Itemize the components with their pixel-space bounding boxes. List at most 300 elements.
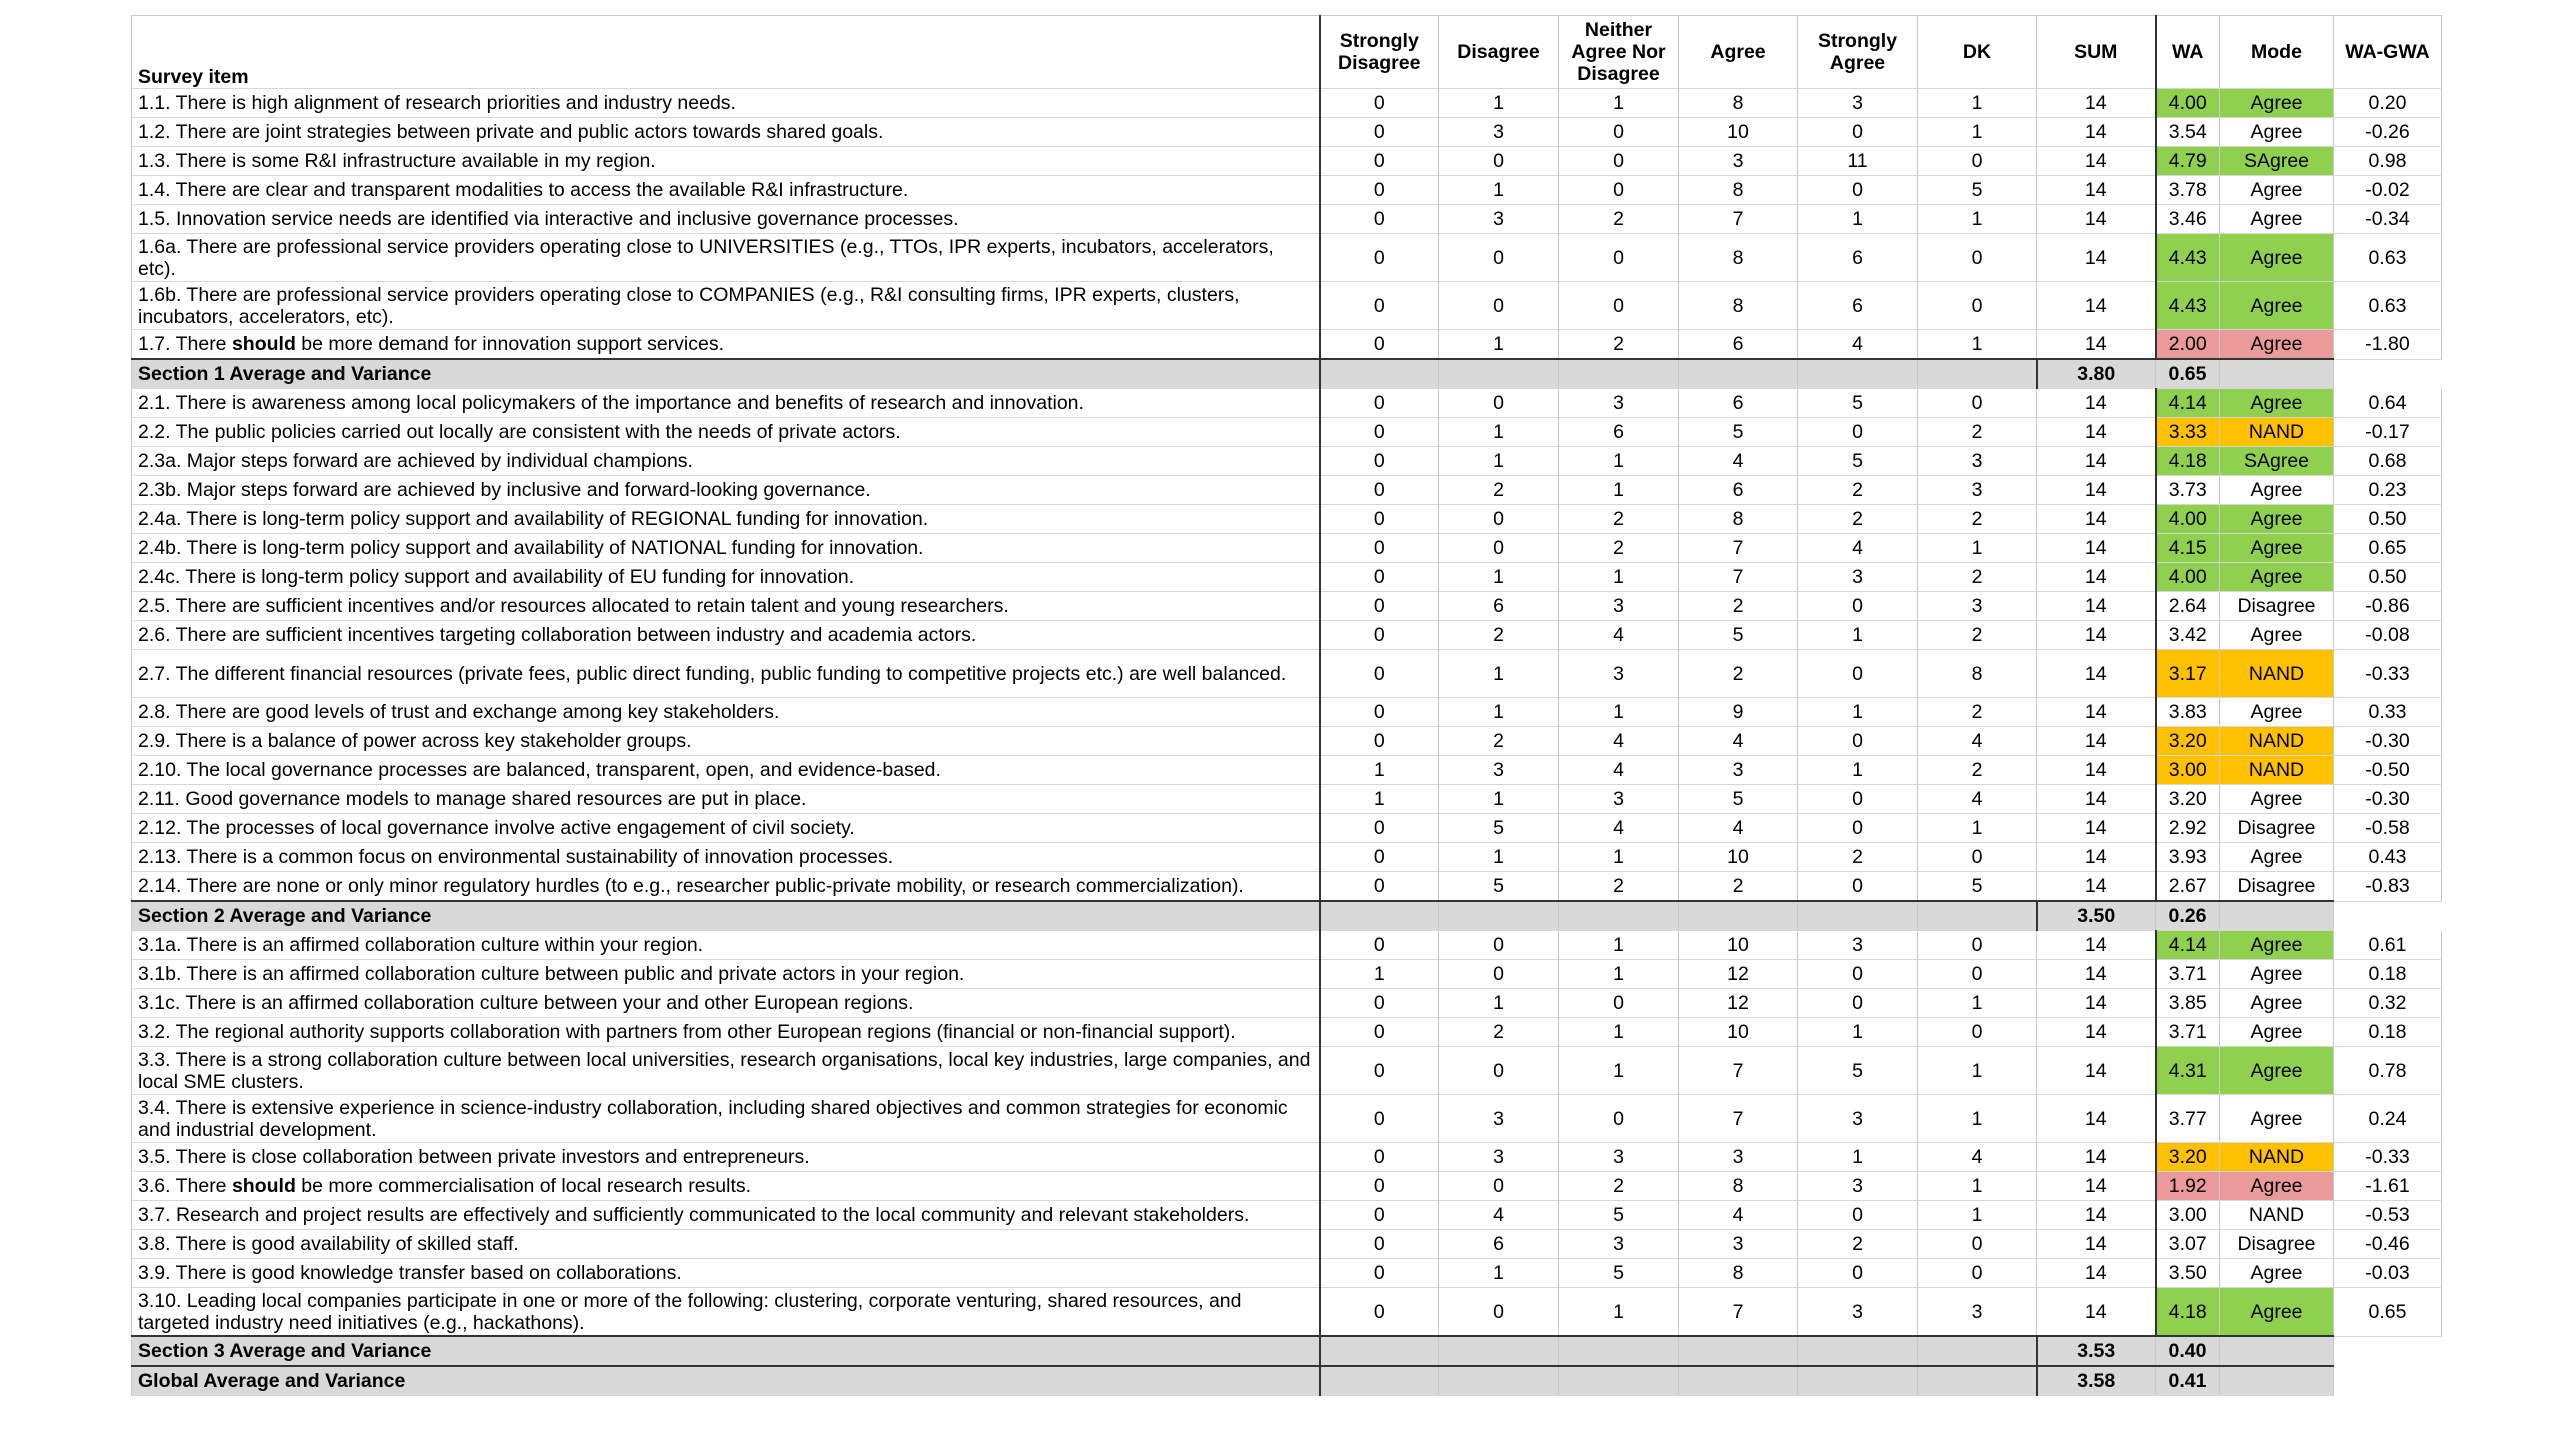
cell-strongly-disagree: 0 bbox=[1320, 534, 1439, 563]
cell-disagree: 2 bbox=[1439, 476, 1559, 505]
cell-sum: 14 bbox=[2037, 756, 2156, 785]
cell-dk: 5 bbox=[1918, 176, 2037, 205]
cell-sum: 14 bbox=[2037, 147, 2156, 176]
header-disagree: Disagree bbox=[1439, 16, 1559, 89]
cell-neither: 3 bbox=[1559, 1143, 1679, 1172]
cell-mode: Agree bbox=[2220, 1288, 2334, 1337]
survey-item-text: 3.1b. There is an affirmed collaboration culture between public and private actors in your region. bbox=[132, 960, 1320, 989]
section-average: 3.50 bbox=[2037, 901, 2156, 931]
header-sum: SUM bbox=[2037, 16, 2156, 89]
survey-item-text: 2.14. There are none or only minor regulatory hurdles (to e.g., researcher public-private mobility, or research commercialization). bbox=[132, 872, 1320, 902]
cell-sum: 14 bbox=[2037, 1143, 2156, 1172]
cell-agree: 4 bbox=[1679, 727, 1798, 756]
survey-item-text: 2.3a. Major steps forward are achieved by individual champions. bbox=[132, 447, 1320, 476]
cell-neither: 1 bbox=[1559, 960, 1679, 989]
cell-wa: 3.54 bbox=[2156, 118, 2220, 147]
table-row bbox=[132, 534, 2442, 563]
cell-agree: 2 bbox=[1679, 592, 1798, 621]
cell-sum: 14 bbox=[2037, 621, 2156, 650]
cell-wa: 4.14 bbox=[2156, 931, 2220, 960]
survey-item-text: 2.4c. There is long-term policy support and availability of EU funding for innovation. bbox=[132, 563, 1320, 592]
header-dk: DK bbox=[1918, 16, 2037, 89]
cell-wa-gwa: -0.03 bbox=[2334, 1259, 2442, 1288]
survey-item-text: 2.3b. Major steps forward are achieved by inclusive and forward-looking governance. bbox=[132, 476, 1320, 505]
cell-agree: 10 bbox=[1679, 931, 1798, 960]
cell-strongly-disagree: 0 bbox=[1320, 418, 1439, 447]
header-neither: Neither Agree Nor Disagree bbox=[1559, 16, 1679, 89]
cell-sum: 14 bbox=[2037, 592, 2156, 621]
cell-agree: 4 bbox=[1679, 814, 1798, 843]
cell-disagree: 1 bbox=[1439, 447, 1559, 476]
header-strongly-disagree: Strongly Disagree bbox=[1320, 16, 1439, 89]
cell-strongly-agree: 2 bbox=[1798, 505, 1918, 534]
section-label: Section 3 Average and Variance bbox=[132, 1336, 1320, 1366]
cell-wa-gwa: 0.24 bbox=[2334, 1095, 2442, 1143]
table-row bbox=[132, 989, 2442, 1018]
cell-wa: 1.92 bbox=[2156, 1172, 2220, 1201]
cell-disagree: 1 bbox=[1439, 330, 1559, 360]
cell-wa-gwa: 0.98 bbox=[2334, 147, 2442, 176]
cell-strongly-agree: 3 bbox=[1798, 1095, 1918, 1143]
empty-cell bbox=[1559, 359, 1679, 389]
cell-agree: 12 bbox=[1679, 989, 1798, 1018]
cell-mode: Agree bbox=[2220, 282, 2334, 330]
cell-dk: 1 bbox=[1918, 1047, 2037, 1095]
cell-dk: 1 bbox=[1918, 989, 2037, 1018]
cell-wa: 3.77 bbox=[2156, 1095, 2220, 1143]
empty-cell bbox=[2220, 1336, 2334, 1366]
cell-strongly-agree: 0 bbox=[1798, 872, 1918, 902]
item-text-start: 3.6. There bbox=[138, 1175, 232, 1197]
cell-disagree: 1 bbox=[1439, 89, 1559, 118]
cell-disagree: 1 bbox=[1439, 563, 1559, 592]
survey-item-text: 2.10. The local governance processes are balanced, transparent, open, and evidence-based. bbox=[132, 756, 1320, 785]
empty-cell bbox=[1679, 359, 1798, 389]
cell-neither: 2 bbox=[1559, 330, 1679, 360]
item-text-emphasis: should bbox=[231, 1175, 296, 1197]
table-row bbox=[132, 872, 2442, 902]
cell-disagree: 4 bbox=[1439, 1201, 1559, 1230]
cell-neither: 1 bbox=[1559, 1288, 1679, 1337]
cell-strongly-disagree: 0 bbox=[1320, 650, 1439, 698]
cell-disagree: 0 bbox=[1439, 1172, 1559, 1201]
cell-wa: 3.71 bbox=[2156, 960, 2220, 989]
cell-wa: 3.20 bbox=[2156, 785, 2220, 814]
survey-item-text: 3.5. There is close collaboration between private investors and entrepreneurs. bbox=[132, 1143, 1320, 1172]
cell-neither: 3 bbox=[1559, 1230, 1679, 1259]
table-body bbox=[132, 16, 2442, 1396]
cell-sum: 14 bbox=[2037, 1095, 2156, 1143]
cell-sum: 14 bbox=[2037, 1047, 2156, 1095]
cell-wa: 3.17 bbox=[2156, 650, 2220, 698]
table-row bbox=[132, 147, 2442, 176]
section-label: Section 1 Average and Variance bbox=[132, 359, 1320, 389]
empty-cell bbox=[1559, 1366, 1679, 1396]
empty-cell bbox=[1320, 1336, 1439, 1366]
cell-disagree: 1 bbox=[1439, 989, 1559, 1018]
survey-item-text: 2.8. There are good levels of trust and exchange among key stakeholders. bbox=[132, 698, 1320, 727]
cell-wa: 4.43 bbox=[2156, 282, 2220, 330]
table-row bbox=[132, 931, 2442, 960]
cell-mode: Agree bbox=[2220, 534, 2334, 563]
cell-strongly-disagree: 0 bbox=[1320, 698, 1439, 727]
empty-cell bbox=[1798, 1366, 1918, 1396]
cell-mode: Agree bbox=[2220, 1047, 2334, 1095]
cell-neither: 3 bbox=[1559, 592, 1679, 621]
empty-cell bbox=[1320, 359, 1439, 389]
cell-dk: 1 bbox=[1918, 814, 2037, 843]
cell-sum: 14 bbox=[2037, 727, 2156, 756]
cell-dk: 4 bbox=[1918, 785, 2037, 814]
cell-sum: 14 bbox=[2037, 563, 2156, 592]
section-summary-row bbox=[132, 1366, 2442, 1396]
cell-agree: 7 bbox=[1679, 1047, 1798, 1095]
cell-mode: Agree bbox=[2220, 563, 2334, 592]
header-survey-item: Survey item bbox=[132, 16, 1320, 89]
cell-disagree: 0 bbox=[1439, 534, 1559, 563]
cell-strongly-disagree: 0 bbox=[1320, 727, 1439, 756]
cell-agree: 8 bbox=[1679, 89, 1798, 118]
empty-cell bbox=[1918, 1336, 2037, 1366]
cell-strongly-agree: 4 bbox=[1798, 534, 1918, 563]
table-row bbox=[132, 1047, 2442, 1095]
cell-wa-gwa: 0.64 bbox=[2334, 389, 2442, 418]
table-row bbox=[132, 563, 2442, 592]
cell-wa: 4.15 bbox=[2156, 534, 2220, 563]
empty-cell bbox=[1679, 1366, 1798, 1396]
cell-wa: 4.00 bbox=[2156, 505, 2220, 534]
cell-disagree: 1 bbox=[1439, 418, 1559, 447]
cell-strongly-agree: 0 bbox=[1798, 118, 1918, 147]
cell-mode: Agree bbox=[2220, 89, 2334, 118]
section-average: 3.58 bbox=[2037, 1366, 2156, 1396]
cell-neither: 5 bbox=[1559, 1201, 1679, 1230]
cell-sum: 14 bbox=[2037, 205, 2156, 234]
cell-wa: 3.07 bbox=[2156, 1230, 2220, 1259]
survey-item-text: 1.4. There are clear and transparent modalities to access the available R&I infrastructure. bbox=[132, 176, 1320, 205]
cell-agree: 3 bbox=[1679, 756, 1798, 785]
cell-wa-gwa: 0.50 bbox=[2334, 563, 2442, 592]
survey-item-text: 2.5. There are sufficient incentives and/or resources allocated to retain talent and young researchers. bbox=[132, 592, 1320, 621]
section-average: 3.80 bbox=[2037, 359, 2156, 389]
cell-strongly-agree: 11 bbox=[1798, 147, 1918, 176]
cell-wa-gwa: -0.26 bbox=[2334, 118, 2442, 147]
cell-sum: 14 bbox=[2037, 1018, 2156, 1047]
survey-item-text: 2.4b. There is long-term policy support and availability of NATIONAL funding for innovation. bbox=[132, 534, 1320, 563]
cell-neither: 1 bbox=[1559, 931, 1679, 960]
cell-wa-gwa: 0.18 bbox=[2334, 1018, 2442, 1047]
table-row bbox=[132, 1143, 2442, 1172]
cell-disagree: 6 bbox=[1439, 592, 1559, 621]
survey-item-text bbox=[132, 330, 1320, 360]
cell-strongly-agree: 0 bbox=[1798, 727, 1918, 756]
cell-strongly-disagree: 0 bbox=[1320, 1018, 1439, 1047]
cell-sum: 14 bbox=[2037, 814, 2156, 843]
table-row bbox=[132, 960, 2442, 989]
cell-mode: Disagree bbox=[2220, 872, 2334, 902]
cell-strongly-agree: 0 bbox=[1798, 1259, 1918, 1288]
cell-strongly-agree: 3 bbox=[1798, 1288, 1918, 1337]
cell-dk: 0 bbox=[1918, 147, 2037, 176]
empty-cell bbox=[1679, 901, 1798, 931]
cell-strongly-agree: 0 bbox=[1798, 418, 1918, 447]
cell-strongly-disagree: 1 bbox=[1320, 785, 1439, 814]
cell-agree: 8 bbox=[1679, 176, 1798, 205]
cell-sum: 14 bbox=[2037, 1259, 2156, 1288]
cell-strongly-agree: 3 bbox=[1798, 89, 1918, 118]
cell-mode: SAgree bbox=[2220, 147, 2334, 176]
cell-neither: 2 bbox=[1559, 872, 1679, 902]
table-row bbox=[132, 785, 2442, 814]
cell-dk: 4 bbox=[1918, 1143, 2037, 1172]
survey-item-text: 3.1c. There is an affirmed collaboration culture between your and other European regions. bbox=[132, 989, 1320, 1018]
cell-agree: 4 bbox=[1679, 447, 1798, 476]
cell-strongly-agree: 0 bbox=[1798, 592, 1918, 621]
table-row bbox=[132, 1230, 2442, 1259]
cell-dk: 0 bbox=[1918, 1230, 2037, 1259]
cell-dk: 2 bbox=[1918, 418, 2037, 447]
cell-dk: 0 bbox=[1918, 843, 2037, 872]
cell-dk: 2 bbox=[1918, 621, 2037, 650]
cell-wa: 3.00 bbox=[2156, 1201, 2220, 1230]
cell-agree: 8 bbox=[1679, 234, 1798, 282]
cell-dk: 3 bbox=[1918, 447, 2037, 476]
cell-wa: 4.00 bbox=[2156, 563, 2220, 592]
cell-neither: 3 bbox=[1559, 650, 1679, 698]
cell-dk: 0 bbox=[1918, 1259, 2037, 1288]
cell-wa-gwa: -0.33 bbox=[2334, 650, 2442, 698]
cell-mode: NAND bbox=[2220, 650, 2334, 698]
cell-mode: Agree bbox=[2220, 234, 2334, 282]
cell-neither: 4 bbox=[1559, 756, 1679, 785]
cell-strongly-agree: 2 bbox=[1798, 476, 1918, 505]
cell-strongly-agree: 5 bbox=[1798, 389, 1918, 418]
survey-item-text: 2.9. There is a balance of power across key stakeholder groups. bbox=[132, 727, 1320, 756]
survey-item-text: 1.3. There is some R&I infrastructure available in my region. bbox=[132, 147, 1320, 176]
table-row bbox=[132, 1172, 2442, 1201]
cell-disagree: 0 bbox=[1439, 1288, 1559, 1337]
cell-neither: 1 bbox=[1559, 447, 1679, 476]
cell-neither: 0 bbox=[1559, 1095, 1679, 1143]
survey-item-text: 3.9. There is good knowledge transfer based on collaborations. bbox=[132, 1259, 1320, 1288]
cell-neither: 1 bbox=[1559, 843, 1679, 872]
cell-mode: NAND bbox=[2220, 727, 2334, 756]
cell-neither: 2 bbox=[1559, 505, 1679, 534]
cell-dk: 1 bbox=[1918, 205, 2037, 234]
cell-strongly-agree: 1 bbox=[1798, 205, 1918, 234]
cell-mode: Agree bbox=[2220, 176, 2334, 205]
cell-disagree: 3 bbox=[1439, 1143, 1559, 1172]
cell-sum: 14 bbox=[2037, 1230, 2156, 1259]
cell-strongly-agree: 5 bbox=[1798, 447, 1918, 476]
cell-neither: 2 bbox=[1559, 205, 1679, 234]
cell-wa: 3.50 bbox=[2156, 1259, 2220, 1288]
cell-strongly-agree: 1 bbox=[1798, 1143, 1918, 1172]
survey-item-text: 3.2. The regional authority supports collaboration with partners from other European regions (financial or non-financial support). bbox=[132, 1018, 1320, 1047]
cell-mode: Agree bbox=[2220, 960, 2334, 989]
table-row bbox=[132, 330, 2442, 360]
empty-cell bbox=[1320, 901, 1439, 931]
cell-wa-gwa: -0.50 bbox=[2334, 756, 2442, 785]
cell-mode: Disagree bbox=[2220, 1230, 2334, 1259]
cell-agree: 3 bbox=[1679, 1143, 1798, 1172]
empty-cell bbox=[1798, 1336, 1918, 1366]
cell-mode: Agree bbox=[2220, 330, 2334, 360]
cell-sum: 14 bbox=[2037, 476, 2156, 505]
cell-strongly-disagree: 0 bbox=[1320, 872, 1439, 902]
section-average: 3.53 bbox=[2037, 1336, 2156, 1366]
cell-strongly-disagree: 0 bbox=[1320, 592, 1439, 621]
cell-strongly-agree: 0 bbox=[1798, 989, 1918, 1018]
cell-strongly-agree: 2 bbox=[1798, 843, 1918, 872]
cell-neither: 0 bbox=[1559, 147, 1679, 176]
cell-disagree: 0 bbox=[1439, 282, 1559, 330]
cell-disagree: 2 bbox=[1439, 1018, 1559, 1047]
section-label: Global Average and Variance bbox=[132, 1366, 1320, 1396]
cell-disagree: 2 bbox=[1439, 727, 1559, 756]
section-variance: 0.40 bbox=[2156, 1336, 2220, 1366]
cell-disagree: 1 bbox=[1439, 843, 1559, 872]
cell-agree: 7 bbox=[1679, 1095, 1798, 1143]
survey-item-text: 3.8. There is good availability of skilled staff. bbox=[132, 1230, 1320, 1259]
section-variance: 0.26 bbox=[2156, 901, 2220, 931]
cell-agree: 7 bbox=[1679, 534, 1798, 563]
cell-strongly-disagree: 0 bbox=[1320, 1143, 1439, 1172]
cell-strongly-disagree: 0 bbox=[1320, 1047, 1439, 1095]
cell-neither: 2 bbox=[1559, 534, 1679, 563]
cell-dk: 1 bbox=[1918, 1201, 2037, 1230]
cell-wa: 4.79 bbox=[2156, 147, 2220, 176]
cell-dk: 1 bbox=[1918, 1172, 2037, 1201]
cell-agree: 10 bbox=[1679, 118, 1798, 147]
cell-neither: 4 bbox=[1559, 814, 1679, 843]
section-label: Section 2 Average and Variance bbox=[132, 901, 1320, 931]
survey-item-text: 3.1a. There is an affirmed collaboration culture within your region. bbox=[132, 931, 1320, 960]
empty-cell bbox=[1918, 359, 2037, 389]
cell-dk: 3 bbox=[1918, 1288, 2037, 1337]
cell-wa-gwa: 0.61 bbox=[2334, 931, 2442, 960]
cell-strongly-disagree: 0 bbox=[1320, 176, 1439, 205]
cell-wa-gwa: 0.68 bbox=[2334, 447, 2442, 476]
table-row bbox=[132, 621, 2442, 650]
cell-strongly-disagree: 0 bbox=[1320, 330, 1439, 360]
cell-wa-gwa: 0.63 bbox=[2334, 282, 2442, 330]
cell-wa-gwa: 0.78 bbox=[2334, 1047, 2442, 1095]
cell-strongly-agree: 1 bbox=[1798, 756, 1918, 785]
cell-wa-gwa: -0.17 bbox=[2334, 418, 2442, 447]
cell-sum: 14 bbox=[2037, 1172, 2156, 1201]
cell-disagree: 0 bbox=[1439, 234, 1559, 282]
cell-agree: 4 bbox=[1679, 1201, 1798, 1230]
survey-item-text: 2.4a. There is long-term policy support and availability of REGIONAL funding for innovation. bbox=[132, 505, 1320, 534]
cell-strongly-agree: 1 bbox=[1798, 698, 1918, 727]
cell-strongly-agree: 0 bbox=[1798, 814, 1918, 843]
cell-strongly-disagree: 0 bbox=[1320, 1172, 1439, 1201]
cell-mode: Agree bbox=[2220, 505, 2334, 534]
cell-wa-gwa: 0.32 bbox=[2334, 989, 2442, 1018]
cell-mode: Disagree bbox=[2220, 592, 2334, 621]
cell-strongly-disagree: 1 bbox=[1320, 960, 1439, 989]
cell-wa: 3.42 bbox=[2156, 621, 2220, 650]
cell-wa-gwa: 0.65 bbox=[2334, 1288, 2442, 1337]
section-summary-row bbox=[132, 359, 2442, 389]
cell-wa: 2.00 bbox=[2156, 330, 2220, 360]
cell-wa: 3.78 bbox=[2156, 176, 2220, 205]
cell-mode: Agree bbox=[2220, 1095, 2334, 1143]
survey-item-text: 3.7. Research and project results are effectively and sufficiently communicated to the local community and relevant stakeholders. bbox=[132, 1201, 1320, 1230]
cell-agree: 8 bbox=[1679, 282, 1798, 330]
cell-sum: 14 bbox=[2037, 234, 2156, 282]
table-row bbox=[132, 1259, 2442, 1288]
cell-dk: 2 bbox=[1918, 505, 2037, 534]
cell-strongly-agree: 0 bbox=[1798, 650, 1918, 698]
cell-wa: 3.20 bbox=[2156, 727, 2220, 756]
cell-dk: 3 bbox=[1918, 476, 2037, 505]
survey-item-text: 2.11. Good governance models to manage shared resources are put in place. bbox=[132, 785, 1320, 814]
cell-wa-gwa: 0.65 bbox=[2334, 534, 2442, 563]
cell-disagree: 0 bbox=[1439, 1047, 1559, 1095]
cell-sum: 14 bbox=[2037, 698, 2156, 727]
cell-mode: Agree bbox=[2220, 843, 2334, 872]
cell-wa: 3.93 bbox=[2156, 843, 2220, 872]
cell-strongly-disagree: 0 bbox=[1320, 1259, 1439, 1288]
cell-dk: 1 bbox=[1918, 89, 2037, 118]
table-row bbox=[132, 698, 2442, 727]
cell-agree: 7 bbox=[1679, 563, 1798, 592]
cell-sum: 14 bbox=[2037, 650, 2156, 698]
cell-wa-gwa: 0.20 bbox=[2334, 89, 2442, 118]
cell-strongly-agree: 5 bbox=[1798, 1047, 1918, 1095]
cell-disagree: 0 bbox=[1439, 147, 1559, 176]
cell-wa: 3.20 bbox=[2156, 1143, 2220, 1172]
cell-strongly-agree: 0 bbox=[1798, 785, 1918, 814]
cell-disagree: 1 bbox=[1439, 1259, 1559, 1288]
cell-sum: 14 bbox=[2037, 1288, 2156, 1337]
cell-strongly-disagree: 0 bbox=[1320, 389, 1439, 418]
cell-strongly-agree: 3 bbox=[1798, 563, 1918, 592]
cell-strongly-disagree: 0 bbox=[1320, 234, 1439, 282]
empty-cell bbox=[1918, 901, 2037, 931]
empty-cell bbox=[1559, 1336, 1679, 1366]
cell-wa: 2.92 bbox=[2156, 814, 2220, 843]
cell-dk: 8 bbox=[1918, 650, 2037, 698]
cell-wa-gwa: -1.80 bbox=[2334, 330, 2442, 360]
cell-agree: 8 bbox=[1679, 1172, 1798, 1201]
cell-mode: Agree bbox=[2220, 1018, 2334, 1047]
cell-wa-gwa: 0.43 bbox=[2334, 843, 2442, 872]
cell-strongly-agree: 3 bbox=[1798, 931, 1918, 960]
cell-strongly-disagree: 1 bbox=[1320, 756, 1439, 785]
cell-mode: NAND bbox=[2220, 1201, 2334, 1230]
cell-strongly-disagree: 0 bbox=[1320, 118, 1439, 147]
empty-cell bbox=[1439, 1336, 1559, 1366]
cell-dk: 0 bbox=[1918, 234, 2037, 282]
empty-cell bbox=[1439, 1366, 1559, 1396]
survey-item-text: 2.1. There is awareness among local policymakers of the importance and benefits of research and innovation. bbox=[132, 389, 1320, 418]
cell-agree: 3 bbox=[1679, 1230, 1798, 1259]
survey-item-text: 3.4. There is extensive experience in science-industry collaboration, including shared objectives and common strategies for economic and industrial development. bbox=[132, 1095, 1320, 1143]
cell-strongly-disagree: 0 bbox=[1320, 505, 1439, 534]
cell-wa-gwa: 0.50 bbox=[2334, 505, 2442, 534]
cell-mode: Agree bbox=[2220, 931, 2334, 960]
cell-dk: 0 bbox=[1918, 1018, 2037, 1047]
cell-sum: 14 bbox=[2037, 89, 2156, 118]
cell-neither: 0 bbox=[1559, 234, 1679, 282]
survey-item-text: 3.3. There is a strong collaboration culture between local universities, research organisations, local key industries, large companies, and local SME clusters. bbox=[132, 1047, 1320, 1095]
cell-disagree: 0 bbox=[1439, 389, 1559, 418]
cell-wa-gwa: 0.23 bbox=[2334, 476, 2442, 505]
cell-wa: 3.85 bbox=[2156, 989, 2220, 1018]
